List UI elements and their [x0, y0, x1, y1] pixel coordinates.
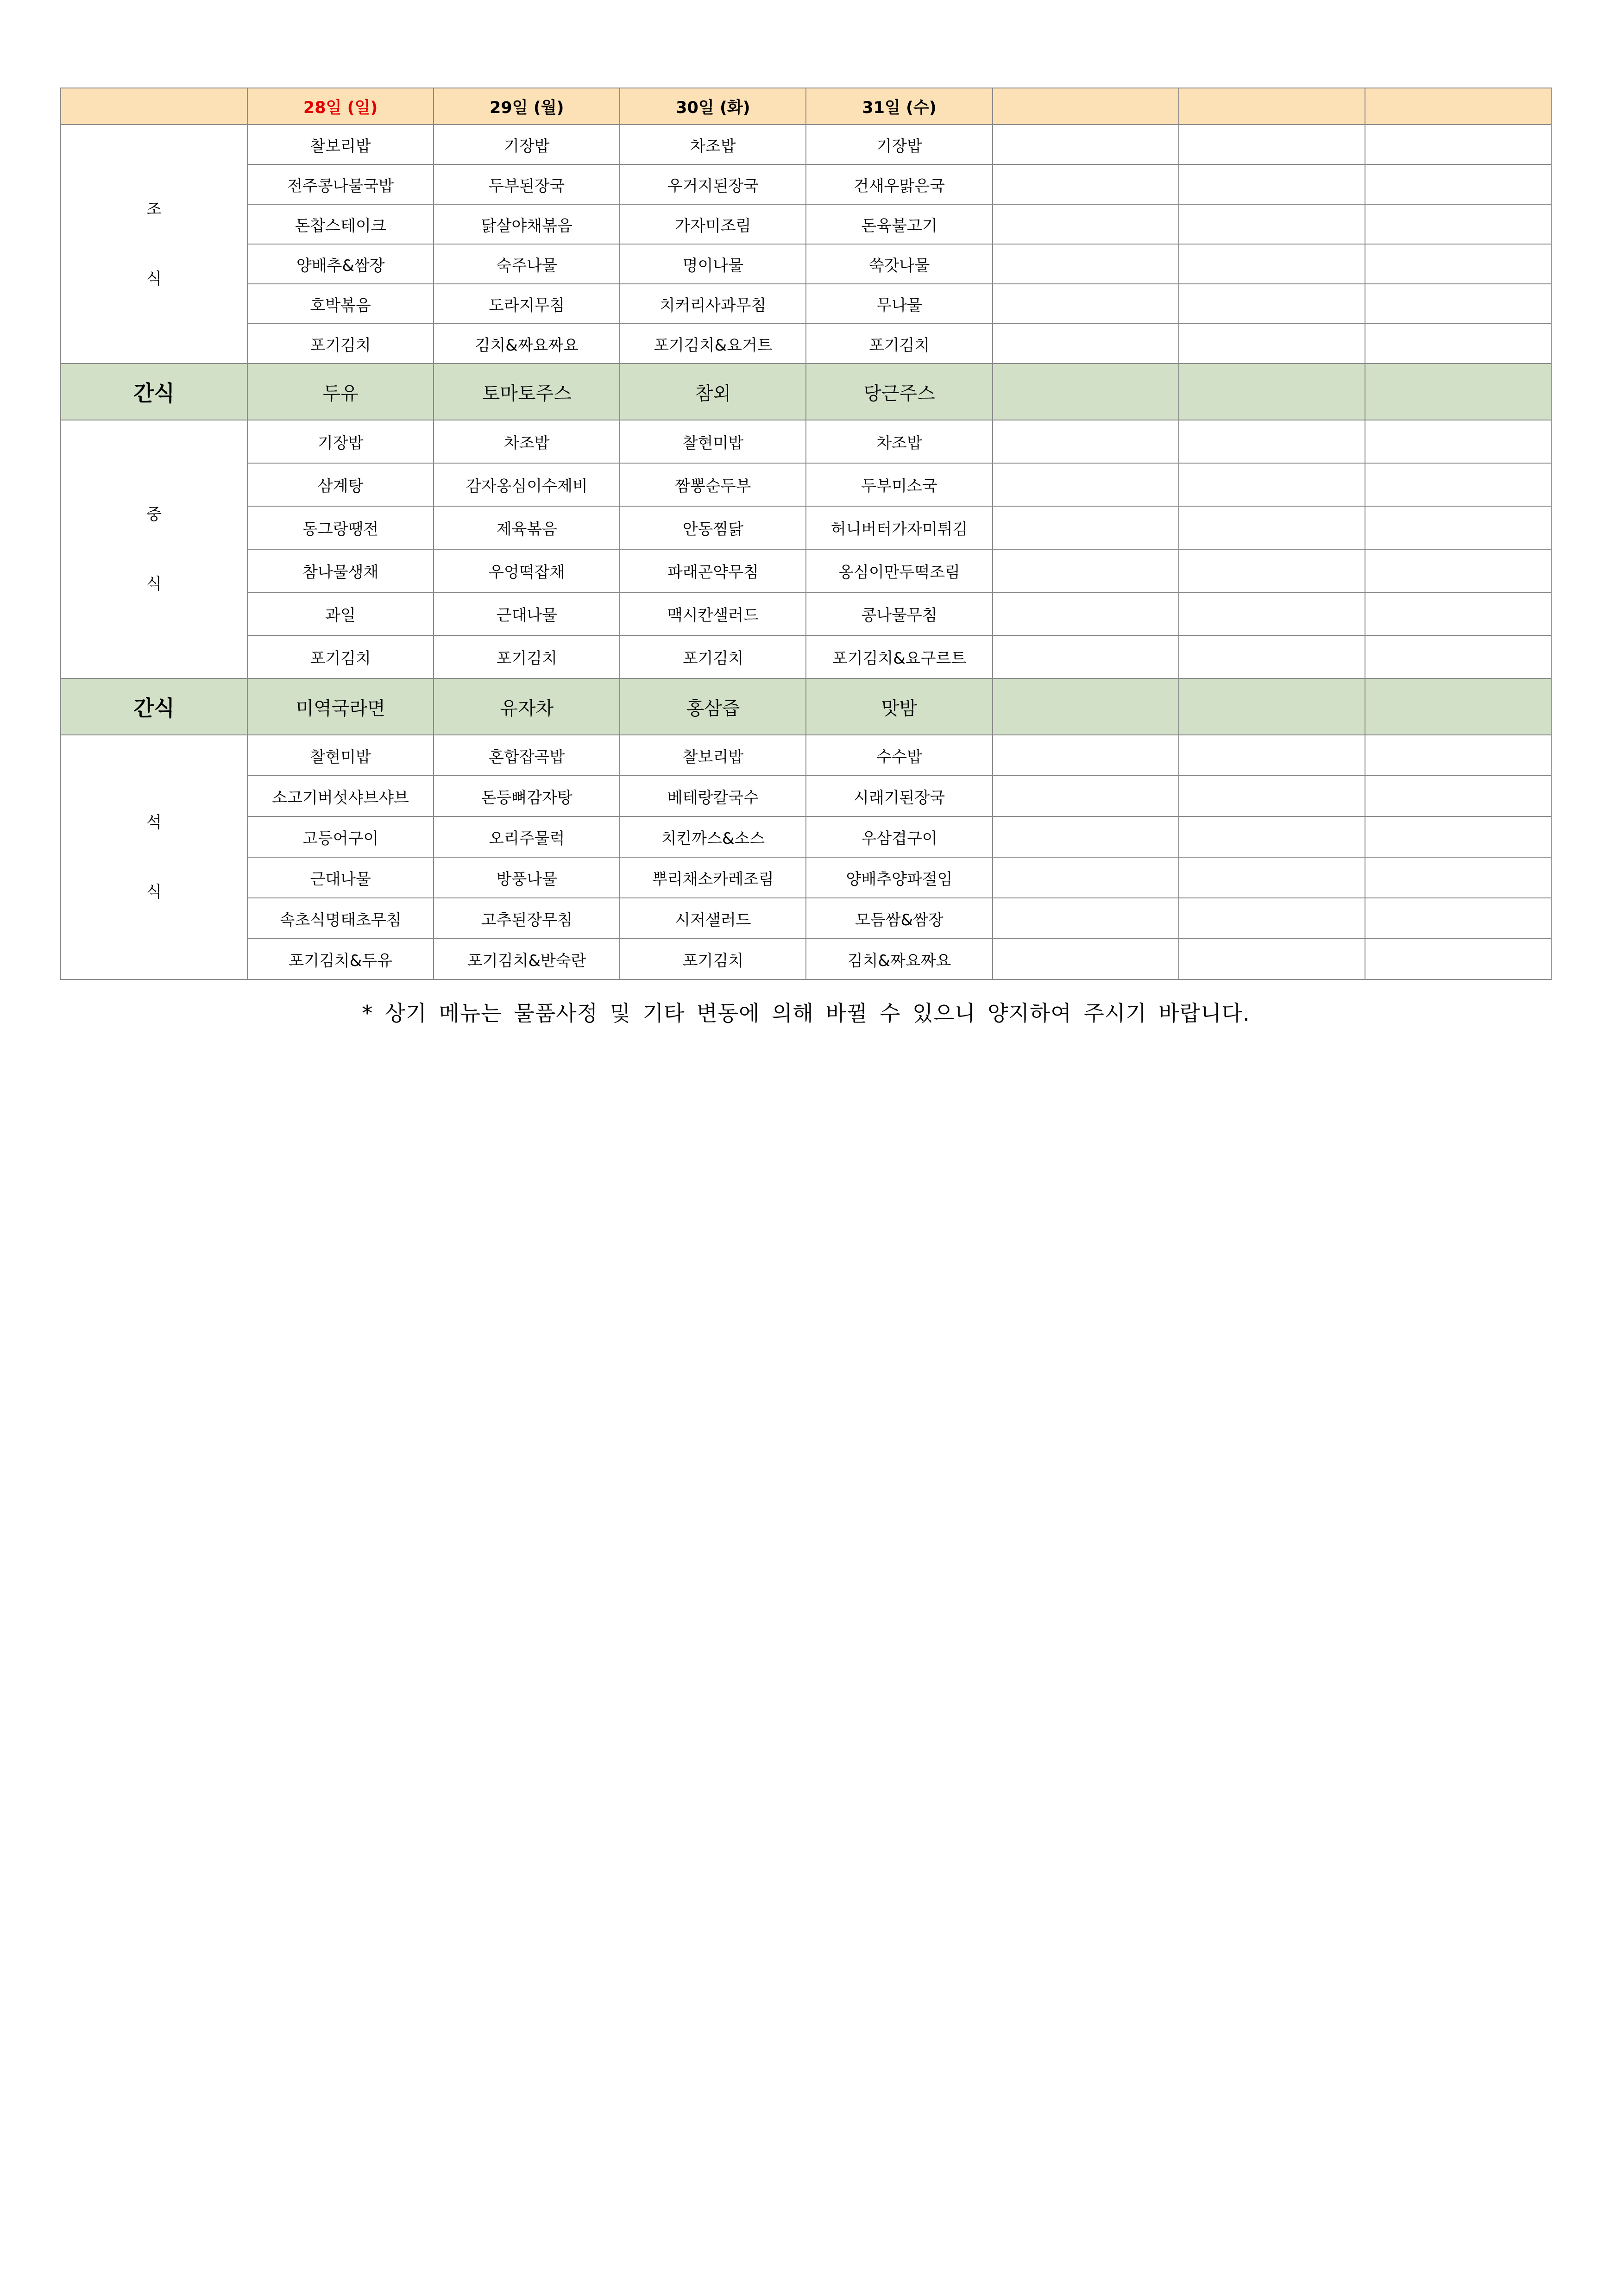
menu-cell: 시래기된장국 [806, 776, 992, 816]
header-row [61, 88, 1551, 125]
lunch-label: 중 식 [61, 420, 247, 678]
menu-cell: 동그랑땡전 [247, 506, 434, 549]
lunch-row [61, 506, 1551, 549]
empty-cell [1179, 592, 1365, 635]
menu-cell: 우엉떡잡채 [434, 549, 620, 592]
empty-cell [993, 420, 1179, 463]
dinner-row [61, 735, 1551, 776]
lunch-row [61, 463, 1551, 506]
header-day-cell: 30일 (화) [620, 88, 806, 125]
menu-cell: 차조밥 [620, 125, 806, 164]
empty-cell [993, 939, 1179, 979]
dinner-row [61, 857, 1551, 898]
menu-cell: 김치&짜요짜요 [806, 939, 992, 979]
menu-cell: 근대나물 [434, 592, 620, 635]
menu-cell: 차조밥 [806, 420, 992, 463]
lunch-row [61, 635, 1551, 678]
menu-cell: 포기김치&두유 [247, 939, 434, 979]
menu-cell: 뿌리채소카레조림 [620, 857, 806, 898]
menu-cell: 김치&짜요짜요 [434, 324, 620, 364]
empty-cell [1365, 592, 1551, 635]
snack-cell: 맛밤 [806, 678, 992, 735]
empty-cell [993, 324, 1179, 364]
snack-cell: 당근주스 [806, 364, 992, 420]
menu-cell: 소고기버섯샤브샤브 [247, 776, 434, 816]
menu-cell: 옹심이만두떡조림 [806, 549, 992, 592]
empty-cell [993, 635, 1179, 678]
empty-cell [1365, 816, 1551, 857]
snack-label: 간식 [61, 678, 247, 735]
menu-cell: 포기김치 [247, 635, 434, 678]
meal-menu-table [60, 88, 1552, 980]
dinner-row [61, 816, 1551, 857]
menu-cell: 기장밥 [247, 420, 434, 463]
menu-cell: 닭살야채볶음 [434, 204, 620, 244]
menu-cell: 숙주나물 [434, 244, 620, 284]
empty-cell [993, 364, 1179, 420]
empty-cell [1365, 776, 1551, 816]
menu-cell: 포기김치&요구르트 [806, 635, 992, 678]
breakfast-label: 조 식 [61, 125, 247, 364]
menu-cell: 돈찹스테이크 [247, 204, 434, 244]
empty-cell [993, 164, 1179, 204]
breakfast-row [61, 284, 1551, 324]
empty-cell [1365, 506, 1551, 549]
empty-cell [993, 678, 1179, 735]
menu-cell: 차조밥 [434, 420, 620, 463]
menu-cell: 제육볶음 [434, 506, 620, 549]
menu-cell: 명이나물 [620, 244, 806, 284]
empty-cell [1179, 324, 1365, 364]
snack-cell: 토마토주스 [434, 364, 620, 420]
empty-cell [1365, 678, 1551, 735]
menu-cell: 속초식명태초무침 [247, 898, 434, 939]
menu-cell: 맥시칸샐러드 [620, 592, 806, 635]
snack-cell: 홍삼즙 [620, 678, 806, 735]
empty-cell [1365, 204, 1551, 244]
empty-cell [1179, 204, 1365, 244]
empty-cell [1179, 898, 1365, 939]
empty-cell [1179, 635, 1365, 678]
menu-cell: 두부미소국 [806, 463, 992, 506]
empty-cell [993, 857, 1179, 898]
menu-cell: 콩나물무침 [806, 592, 992, 635]
empty-cell [1365, 857, 1551, 898]
breakfast-row [61, 244, 1551, 284]
empty-cell [1365, 364, 1551, 420]
menu-cell: 참나물생채 [247, 549, 434, 592]
empty-cell [1365, 244, 1551, 284]
menu-cell: 감자옹심이수제비 [434, 463, 620, 506]
empty-cell [1179, 678, 1365, 735]
menu-cell: 베테랑칼국수 [620, 776, 806, 816]
menu-cell: 양배추양파절임 [806, 857, 992, 898]
empty-cell [993, 592, 1179, 635]
empty-cell [1179, 816, 1365, 857]
menu-cell: 전주콩나물국밥 [247, 164, 434, 204]
header-day-cell [1179, 88, 1365, 125]
menu-cell: 기장밥 [434, 125, 620, 164]
empty-cell [993, 244, 1179, 284]
dinner-row [61, 898, 1551, 939]
empty-cell [1179, 506, 1365, 549]
breakfast-row [61, 164, 1551, 204]
snack-row [61, 678, 1551, 735]
menu-cell: 과일 [247, 592, 434, 635]
menu-cell: 우삼겹구이 [806, 816, 992, 857]
empty-cell [1365, 284, 1551, 324]
empty-cell [993, 735, 1179, 776]
menu-cell: 치커리사과무침 [620, 284, 806, 324]
menu-cell: 찰보리밥 [247, 125, 434, 164]
dinner-label: 석 식 [61, 735, 247, 979]
empty-cell [1365, 635, 1551, 678]
empty-cell [1179, 735, 1365, 776]
menu-cell: 근대나물 [247, 857, 434, 898]
snack-cell: 두유 [247, 364, 434, 420]
header-day-cell: 31일 (수) [806, 88, 992, 125]
empty-cell [993, 549, 1179, 592]
menu-cell: 방풍나물 [434, 857, 620, 898]
empty-cell [993, 506, 1179, 549]
menu-cell: 포기김치&요거트 [620, 324, 806, 364]
menu-cell: 쑥갓나물 [806, 244, 992, 284]
menu-cell: 혼합잡곡밥 [434, 735, 620, 776]
header-day-cell: 28일 (일) [247, 88, 434, 125]
menu-cell: 양배추&쌈장 [247, 244, 434, 284]
empty-cell [1179, 939, 1365, 979]
menu-cell: 포기김치 [620, 939, 806, 979]
menu-cell: 모듬쌈&쌈장 [806, 898, 992, 939]
menu-cell: 찰현미밥 [620, 420, 806, 463]
menu-cell: 가자미조림 [620, 204, 806, 244]
snack-cell: 유자차 [434, 678, 620, 735]
empty-cell [1179, 463, 1365, 506]
menu-cell: 파래곤약무침 [620, 549, 806, 592]
menu-cell: 도라지무침 [434, 284, 620, 324]
menu-cell: 포기김치 [620, 635, 806, 678]
menu-cell: 포기김치 [806, 324, 992, 364]
breakfast-row [61, 204, 1551, 244]
snack-cell: 미역국라면 [247, 678, 434, 735]
menu-cell: 찰보리밥 [620, 735, 806, 776]
menu-cell: 돈등뼈감자탕 [434, 776, 620, 816]
empty-cell [1179, 164, 1365, 204]
menu-cell: 고등어구이 [247, 816, 434, 857]
menu-cell: 고추된장무침 [434, 898, 620, 939]
empty-cell [1365, 125, 1551, 164]
snack-cell: 참외 [620, 364, 806, 420]
empty-cell [1365, 463, 1551, 506]
menu-cell: 허니버터가자미튀김 [806, 506, 992, 549]
breakfast-row [61, 125, 1551, 164]
menu-cell: 삼계탕 [247, 463, 434, 506]
empty-cell [993, 898, 1179, 939]
header-day-cell [993, 88, 1179, 125]
empty-cell [993, 204, 1179, 244]
menu-cell: 시저샐러드 [620, 898, 806, 939]
menu-cell: 안동찜닭 [620, 506, 806, 549]
lunch-row [61, 549, 1551, 592]
header-corner-cell [61, 88, 247, 125]
breakfast-row [61, 324, 1551, 364]
snack-label: 간식 [61, 364, 247, 420]
menu-cell: 기장밥 [806, 125, 992, 164]
dinner-row [61, 939, 1551, 979]
empty-cell [1365, 164, 1551, 204]
empty-cell [1365, 549, 1551, 592]
menu-cell: 두부된장국 [434, 164, 620, 204]
empty-cell [993, 284, 1179, 324]
empty-cell [1179, 776, 1365, 816]
menu-cell: 우거지된장국 [620, 164, 806, 204]
lunch-row [61, 420, 1551, 463]
header-day-cell: 29일 (월) [434, 88, 620, 125]
empty-cell [1179, 244, 1365, 284]
menu-cell: 포기김치 [434, 635, 620, 678]
snack-row [61, 364, 1551, 420]
menu-cell: 호박볶음 [247, 284, 434, 324]
empty-cell [1365, 324, 1551, 364]
empty-cell [993, 463, 1179, 506]
empty-cell [1179, 420, 1365, 463]
menu-cell: 짬뽕순두부 [620, 463, 806, 506]
empty-cell [1365, 939, 1551, 979]
menu-cell: 무나물 [806, 284, 992, 324]
menu-cell: 치킨까스&소스 [620, 816, 806, 857]
dinner-row [61, 776, 1551, 816]
empty-cell [993, 816, 1179, 857]
empty-cell [993, 776, 1179, 816]
menu-cell: 건새우맑은국 [806, 164, 992, 204]
empty-cell [1179, 125, 1365, 164]
menu-cell: 돈육불고기 [806, 204, 992, 244]
empty-cell [1179, 364, 1365, 420]
empty-cell [1365, 898, 1551, 939]
menu-cell: 수수밥 [806, 735, 992, 776]
lunch-row [61, 592, 1551, 635]
menu-cell: 포기김치 [247, 324, 434, 364]
menu-cell: 오리주물럭 [434, 816, 620, 857]
empty-cell [1179, 284, 1365, 324]
empty-cell [1365, 735, 1551, 776]
header-day-cell [1365, 88, 1551, 125]
empty-cell [1179, 549, 1365, 592]
empty-cell [1179, 857, 1365, 898]
empty-cell [993, 125, 1179, 164]
menu-cell: 찰현미밥 [247, 735, 434, 776]
menu-cell: 포기김치&반숙란 [434, 939, 620, 979]
empty-cell [1365, 420, 1551, 463]
footer-note: * 상기 메뉴는 물품사정 및 기타 변동에 의해 바뀔 수 있으니 양지하여 주시기 바랍니다. [362, 1001, 1250, 1026]
